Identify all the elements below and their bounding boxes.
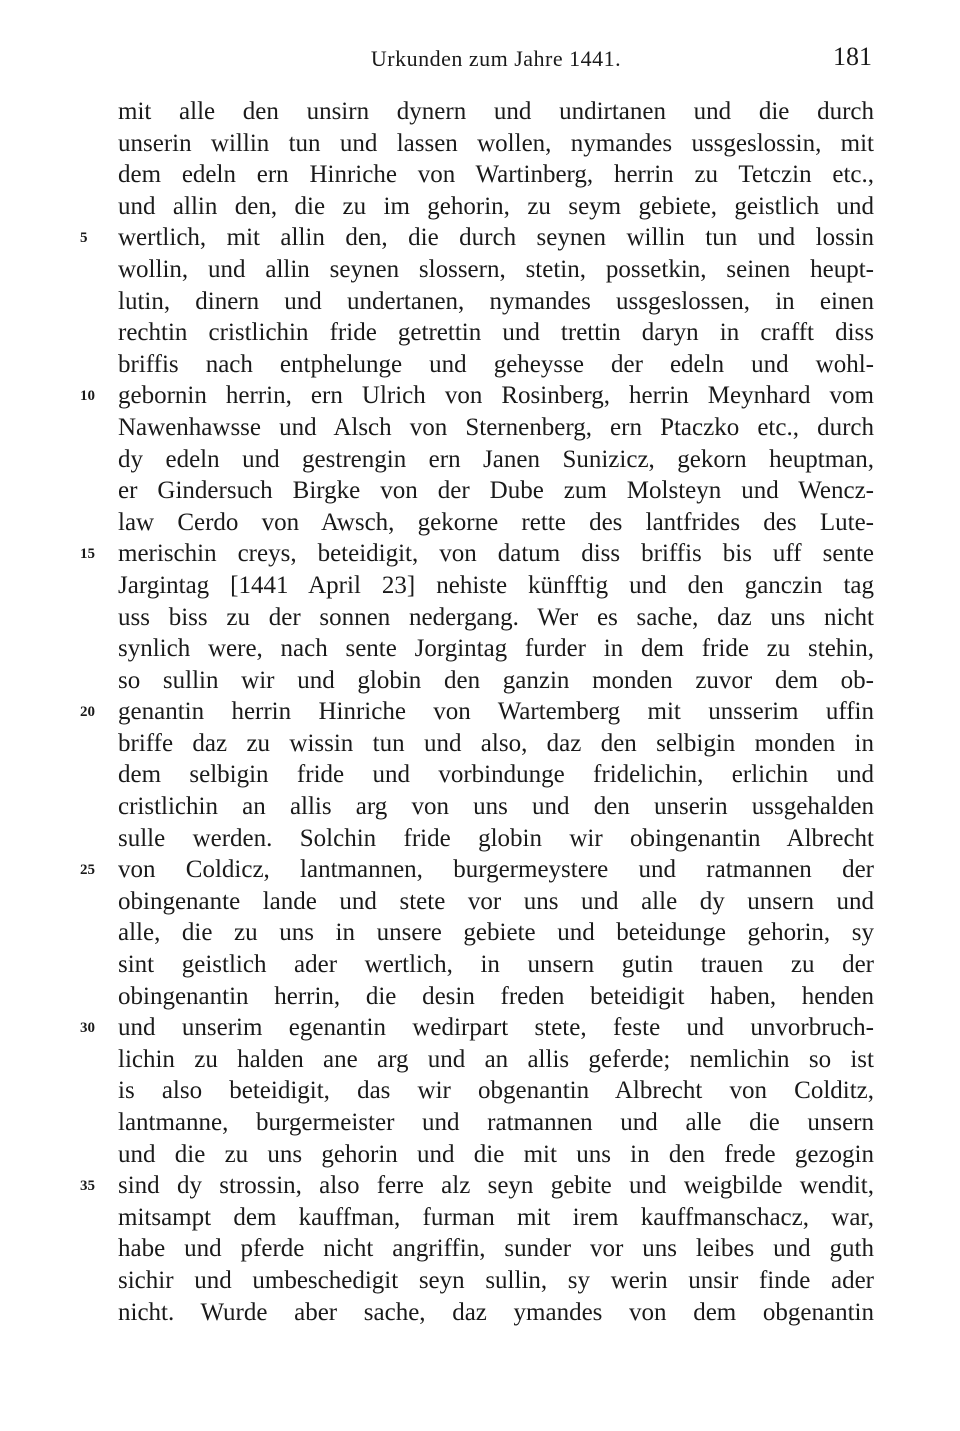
line-text: dem selbigin fride und vorbindunge fridelichin, erlichin und (118, 761, 874, 789)
text-line (118, 1297, 874, 1329)
text-line (118, 981, 874, 1013)
text-line (118, 1265, 874, 1297)
line-text: law Cerdo von Awsch, gekorne rette des lantfrides des Lute- (118, 508, 874, 536)
text-line (80, 222, 874, 254)
text-line (118, 475, 874, 507)
line-text: sichir und umbeschedigit seyn sullin, sy werin unsir finde ader (118, 1266, 874, 1294)
text-line (118, 917, 874, 949)
line-text: briffis nach entphelunge und geheysse der edeln und wohl- (118, 350, 874, 378)
text-line (80, 1012, 874, 1044)
line-text: merischin creys, beteidigit, von datum diss briffis bis uff sente (118, 540, 874, 568)
line-text: is also beteidigit, das wir obgenantin Albrecht von Colditz, (118, 1077, 874, 1105)
line-text: Nawenhawsse und Alsch von Sternenberg, ern Ptaczko etc., durch (118, 413, 874, 441)
line-number: 10 (80, 388, 95, 405)
line-text: uss biss zu der sonnen nedergang. Wer es sache, daz uns nicht (118, 603, 874, 631)
line-text: genantin herrin Hinriche von Wartemberg mit unsserim uffin (118, 698, 874, 726)
text-line (118, 191, 874, 223)
line-number: 5 (80, 230, 88, 247)
line-text: lichin zu halden ane arg und an allis geferde; nemlichin so ist (118, 1045, 874, 1073)
text-line (118, 823, 874, 855)
line-text: lutin, dinern und undertanen, nymandes ussgeslossen, in einen (118, 287, 874, 315)
line-text: von Coldicz, lantmannen, burgermeystere und ratmannen der (118, 856, 874, 884)
text-line (118, 728, 874, 760)
line-text: cristlichin an allis arg von uns und den unserin ussgehalden (118, 793, 874, 821)
line-text: und allin den, die zu im gehorin, zu seym gebiete, geistlich und (118, 192, 874, 220)
line-text: Jargintag [1441 April 23] nehiste künfftig und den ganczin tag (118, 571, 874, 599)
text-line (118, 633, 874, 665)
line-number: 20 (80, 704, 95, 721)
text-line (118, 791, 874, 823)
text-line (118, 507, 874, 539)
text-line (80, 380, 874, 412)
text-line (118, 1044, 874, 1076)
line-text: er Gindersuch Birgke von der Dube zum Molsteyn und Wencz- (118, 477, 874, 505)
running-header (118, 42, 874, 82)
line-text: nicht. Wurde aber sache, daz ymandes von dem obgenantin (118, 1298, 874, 1326)
line-text: lantmanne, burgermeister und ratmannen und alle die unsern (118, 1109, 874, 1136)
line-text: mitsampt dem kauffman, furman mit irem kauffmanschacz, war, (118, 1203, 874, 1231)
body-text (80, 96, 874, 1328)
line-text: so sullin wir und globin den ganzin monden zuvor dem ob- (118, 666, 874, 694)
line-text: sind dy strossin, also ferre alz seyn gebite und weigbilde wendit, (118, 1172, 874, 1200)
line-text: wollin, und allin seynen slossern, stetin, possetkin, seinen heupt- (118, 255, 874, 283)
running-header-title: Urkunden zum Jahre 1441. (370, 46, 622, 71)
line-text: sulle werden. Solchin fride globin wir obingenantin Albrecht (118, 824, 874, 852)
line-text: obingenantin herrin, die desin freden beteidigit haben, henden (118, 982, 874, 1010)
text-line (80, 538, 874, 570)
page-number: 181 (833, 42, 872, 71)
line-text: synlich were, nach sente Jorgintag furder in dem fride zu stehin, (118, 635, 874, 663)
line-number: 35 (80, 1178, 95, 1195)
text-line (118, 759, 874, 791)
line-text: dy edeln und gestrengin ern Janen Sunizicz, gekorn heuptman, (118, 445, 874, 473)
line-number: 15 (80, 546, 95, 563)
line-number: 25 (80, 862, 95, 879)
text-line (118, 128, 874, 160)
text-line (118, 886, 874, 918)
text-line (118, 665, 874, 697)
line-text: wertlich, mit allin den, die durch seynen willin tun und lossin (118, 224, 874, 252)
text-line (118, 286, 874, 318)
line-text: alle, die zu uns in unsere gebiete und beteidunge gehorin, sy (118, 919, 874, 947)
text-line (118, 317, 874, 349)
text-line (118, 412, 874, 444)
line-text: unserin willin tun und lassen wollen, nymandes ussgeslossin, mit (118, 129, 874, 157)
text-line (80, 696, 874, 728)
line-text: briffe daz zu wissin tun und also, daz den selbigin monden in (118, 729, 874, 757)
line-text: und die zu uns gehorin und die mit uns in den frede gezogin (118, 1140, 874, 1168)
text-line (118, 159, 874, 191)
text-line (118, 349, 874, 381)
text-line (118, 570, 874, 602)
text-line (80, 854, 874, 886)
text-line (118, 1139, 874, 1171)
line-text: rechtin cristlichin fride getrettin und trettin daryn in crafft diss (118, 319, 874, 347)
line-text: gebornin herrin, ern Ulrich von Rosinberg, herrin Meynhard vom (118, 382, 874, 410)
line-text: mit alle den unsirn dynern und undirtanen und die durch (118, 98, 874, 125)
text-line (80, 1170, 874, 1202)
text-line (118, 949, 874, 981)
text-line (118, 1075, 874, 1107)
text-line (118, 254, 874, 286)
line-text: habe und pferde nicht angriffin, sunder vor uns leibes und guth (118, 1235, 874, 1263)
line-number: 30 (80, 1020, 95, 1037)
text-line (118, 602, 874, 634)
text-line (118, 1202, 874, 1234)
text-line (118, 444, 874, 476)
line-text: sint geistlich ader wertlich, in unsern gutin trauen zu der (118, 951, 874, 979)
text-line (118, 1107, 874, 1139)
line-text: obingenante lande und stete vor uns und alle dy unsern und (118, 887, 874, 915)
text-line (118, 1233, 874, 1265)
line-text: dem edeln ern Hinriche von Wartinberg, herrin zu Tetczin etc., (118, 161, 874, 189)
text-line (118, 96, 874, 128)
line-text: und unserim egenantin wedirpart stete, feste und unvorbruch- (118, 1014, 874, 1042)
